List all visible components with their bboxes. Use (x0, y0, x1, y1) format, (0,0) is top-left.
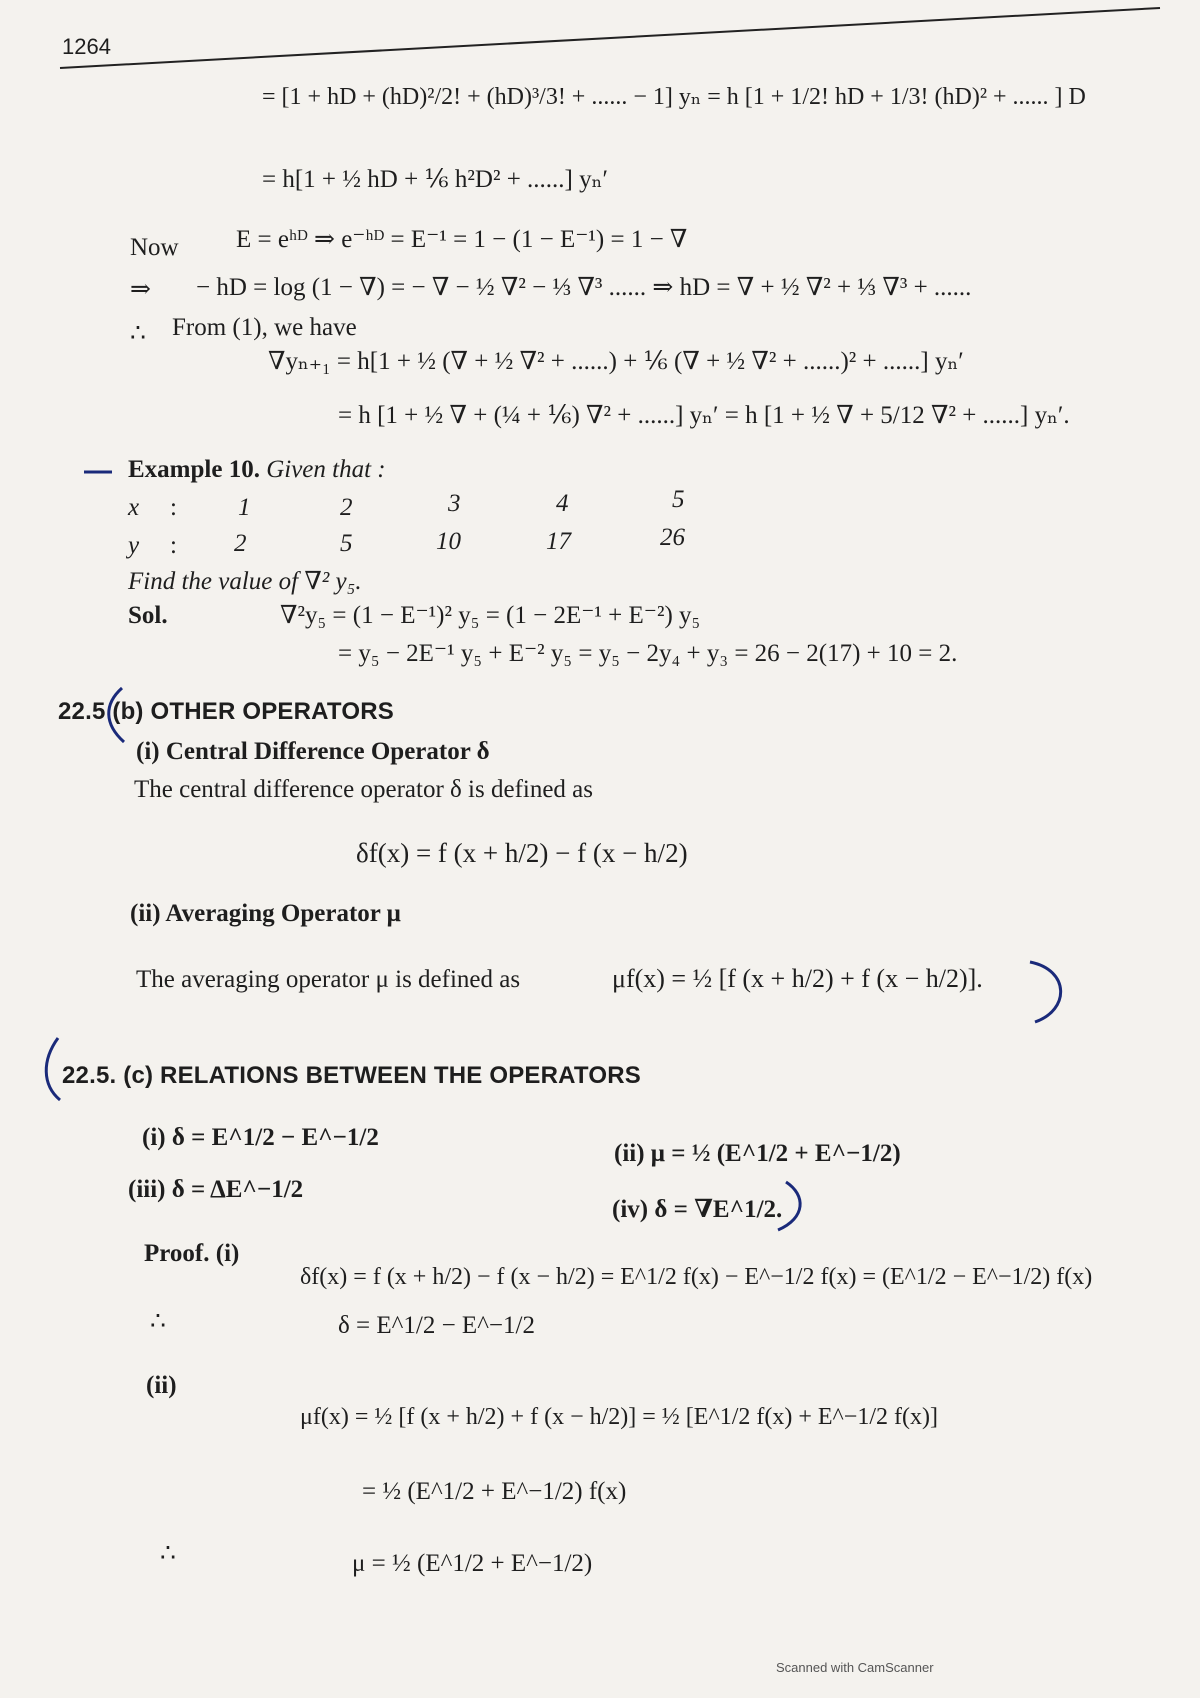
averaging-operator-text: The averaging operator μ is defined as (136, 966, 521, 993)
y-value-3: 10 (436, 528, 461, 555)
central-operator-equation: δf(x) = f (x + h/2) − f (x − h/2) (356, 838, 688, 868)
y-label: y (128, 532, 140, 559)
pen-bracket-mark-2 (46, 1038, 60, 1100)
find-text: Find the value of ∇² y₅. (128, 568, 362, 595)
now-label: Now (130, 234, 179, 261)
x-value-3: 3 (448, 490, 461, 517)
proof-line-2: δ = E^1/2 − E^−1/2 (338, 1312, 535, 1339)
scanner-watermark: Scanned with CamScanner (776, 1660, 934, 1675)
implies-symbol: ⇒ (130, 276, 151, 303)
equation-line-1: = [1 + hD + (hD)²/2! + (hD)³/3! + ...... − 1] yₙ = h [1 + 1/2! hD + 1/3! (hD)² + ...... ] D (262, 84, 1086, 110)
x-value-5: 5 (672, 486, 685, 513)
proof-label: Proof. (i) (144, 1240, 240, 1267)
central-operator-title: (i) Central Difference Operator δ (136, 738, 490, 765)
y-value-2: 5 (340, 530, 353, 557)
proof-line-5: μ = ½ (E^1/2 + E^−1/2) (352, 1550, 593, 1577)
pen-paren-mark (1030, 962, 1061, 1022)
relation-1: (i) δ = E^1/2 − E^−1/2 (142, 1124, 379, 1151)
example-title: Example 10. (128, 456, 260, 483)
solution-line-2: = y₅ − 2E⁻¹ y₅ + E⁻² y₅ = y₅ − 2y₄ + y₃ = 26 − 2(17) + 10 = 2. (338, 640, 958, 667)
example-heading (128, 456, 386, 484)
section-b-heading: 22.5 (b) OTHER OPERATORS (58, 698, 394, 725)
averaging-operator-equation: μf(x) = ½ [f (x + h/2) + f (x − h/2)]. (612, 964, 983, 993)
y-value-4: 17 (546, 528, 571, 555)
x-colon: : (170, 494, 177, 521)
equation-line-2: = h[1 + ½ hD + ⅙ h²D² + ......] yₙ′ (262, 166, 608, 193)
therefore-symbol: ∴ (130, 320, 146, 347)
equation-line-4: − hD = log (1 − ∇) = − ∇ − ½ ∇² − ⅓ ∇³ ...... ⇒ hD = ∇ + ½ ∇² + ⅓ ∇³ + ...... (196, 274, 972, 301)
proof-therefore-1: ∴ (150, 1308, 166, 1335)
x-value-1: 1 (238, 494, 251, 521)
equation-line-6: = h [1 + ½ ∇ + (¼ + ⅙) ∇² + ......] yₙ′ = h [1 + ½ ∇ + 5/12 ∇² + ......] yₙ′. (338, 402, 1070, 429)
central-operator-text: The central difference operator δ is defined as (134, 776, 594, 803)
relation-3: (iii) δ = ΔE^−1/2 (128, 1176, 304, 1203)
x-value-2: 2 (340, 494, 353, 521)
sol-label: Sol. (128, 602, 168, 629)
equation-line-5: ∇yₙ₊₁ = h[1 + ½ (∇ + ½ ∇² + ......) + ⅙ (∇ + ½ ∇² + ......)² + ......] yₙ′ (268, 348, 964, 375)
relation-2: (ii) μ = ½ (E^1/2 + E^−1/2) (614, 1140, 901, 1167)
solution-line-1: ∇²y₅ = (1 − E⁻¹)² y₅ = (1 − 2E⁻¹ + E⁻²) y₅ (280, 602, 701, 629)
example-given: Given that : (266, 456, 386, 483)
x-label: x (128, 494, 140, 521)
page-number: 1264 (62, 34, 111, 59)
averaging-operator-title: (ii) Averaging Operator μ (130, 900, 401, 927)
from-text: From (1), we have (172, 314, 357, 341)
equation-line-3: E = eʰᴰ ⇒ e⁻ʰᴰ = E⁻¹ = 1 − (1 − E⁻¹) = 1 − ∇ (236, 226, 688, 253)
section-c-heading: 22.5. (c) RELATIONS BETWEEN THE OPERATORS (62, 1062, 641, 1089)
proof-therefore-2: ∴ (160, 1540, 176, 1567)
y-colon: : (170, 532, 177, 559)
proof-label-ii: (ii) (146, 1372, 177, 1399)
proof-line-4: = ½ (E^1/2 + E^−1/2) f(x) (362, 1478, 627, 1505)
relation-4: (iv) δ = ∇E^1/2. (612, 1196, 783, 1223)
y-value-1: 2 (234, 530, 247, 557)
header-rule (60, 8, 1160, 68)
y-value-5: 26 (660, 524, 685, 551)
proof-line-3: μf(x) = ½ [f (x + h/2) + f (x − h/2)] = ½ [E^1/2 f(x) + E^−1/2 f(x)] (300, 1404, 938, 1430)
x-value-4: 4 (556, 490, 569, 517)
proof-line-1: δf(x) = f (x + h/2) − f (x − h/2) = E^1/2 f(x) − E^−1/2 f(x) = (E^1/2 − E^−1/2) f(x) (300, 1264, 1093, 1290)
